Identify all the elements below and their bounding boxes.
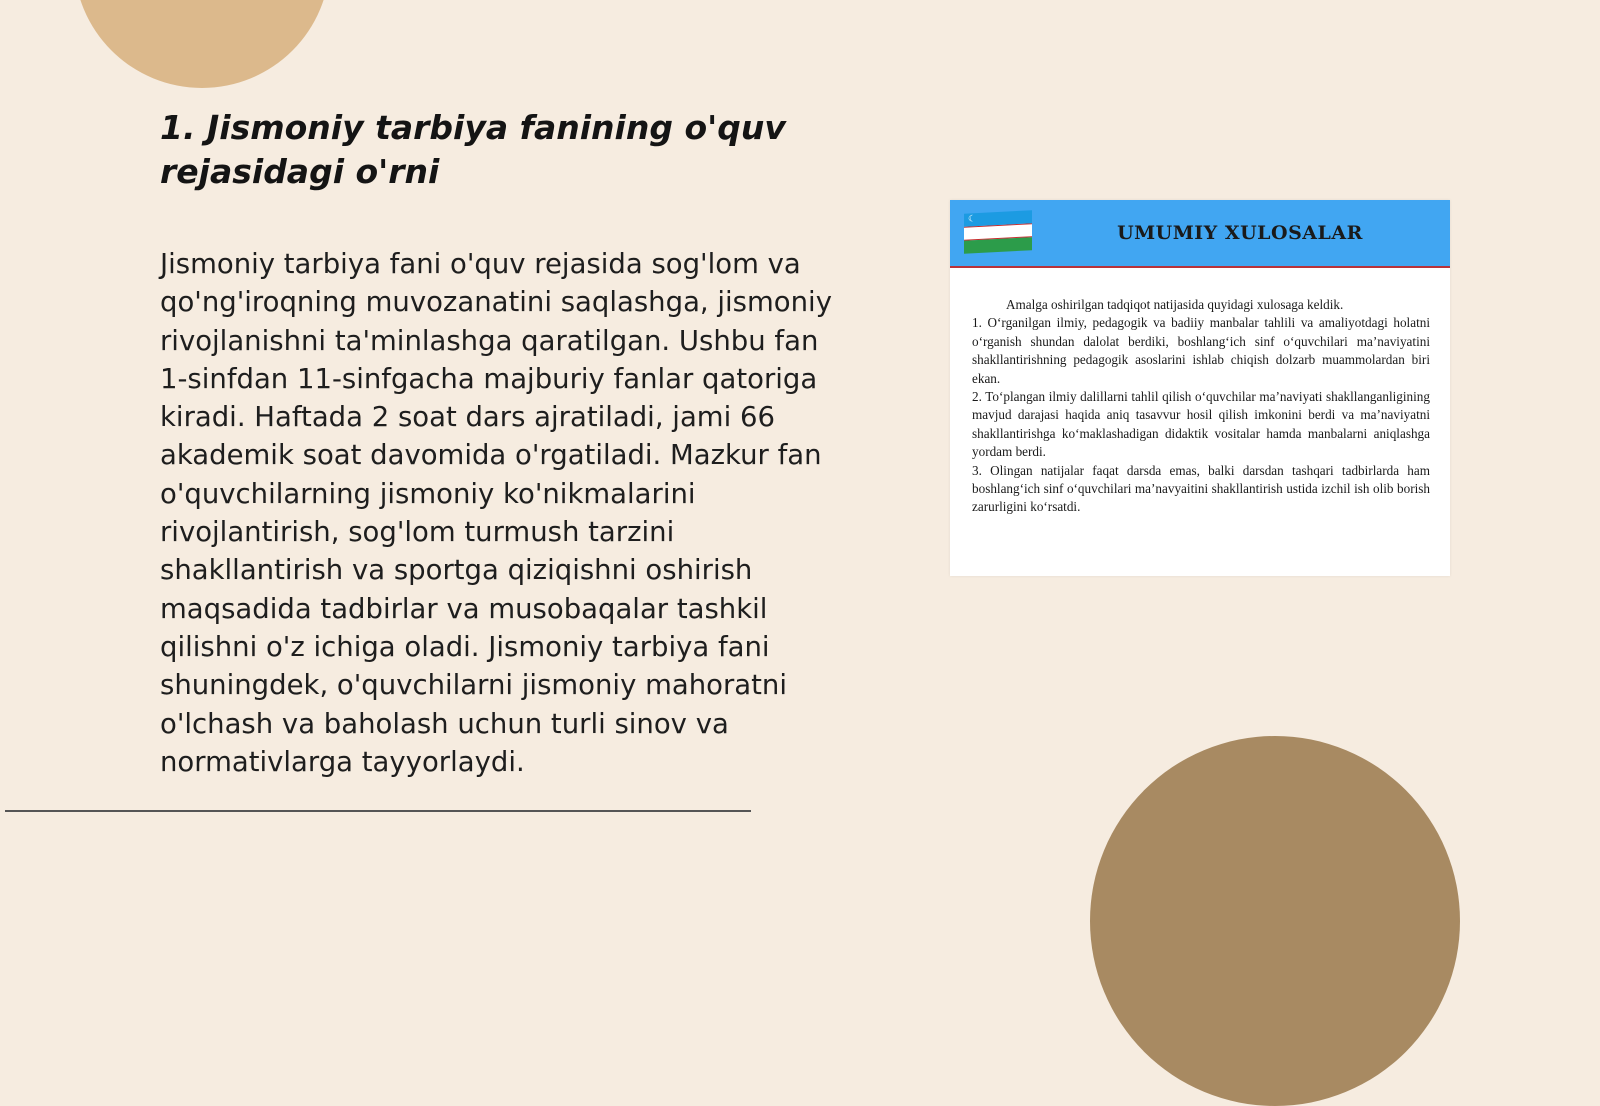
slide-title: 1. Jismoniy tarbiya fanining o'quv rejasidagi o'rni [160, 108, 786, 191]
document-intro: Amalga oshirilgan tadqiqot natijasida quyidagi xulosaga keldik. [1006, 297, 1344, 312]
decorative-circle-bottom [1090, 736, 1460, 1106]
uzbekistan-flag-icon: ☾ [964, 210, 1032, 252]
document-body [972, 296, 1430, 517]
slide-body-text: Jismoniy tarbiya fani o'quv rejasida sog'lom va qo'ng'iroqning muvozanatini saqlashga, jismoniy rivojlanishni ta'minlashga qaratilgan. Ushbu fan 1-sinfdan 11-sinfgacha majburiy fanlar qatoriga kiradi. Haftada 2 soat dars ajratiladi, jami 66 akademik soat davomida o'rgatiladi. Mazkur fan o'quvchilarning jismoniy ko'nikmalarini rivojlantirish, sog'lom turmush tarzini shakllantirish va sportga qiziqishni oshirish maqsadida tadbirlar va musobaqalar tashkil qilishni o'z ichiga oladi. Jismoniy tarbiya fani shuningdek, o'quvchilarni jismoniy mahoratni o'lchash va baholash uchun turli sinov va normativlarga tayyorlaydi. [160, 248, 832, 778]
divider-line [5, 810, 751, 812]
document-point: 3. Olingan natijalar faqat darsda emas, balki darsdan tashqari tadbirlarda ham boshlang‘ich sinf o‘quvchilari ma’navyaitini shakllantirish ustida izchil ish olib borish zarurligini ko‘rsatdi. [972, 462, 1430, 515]
document-point: 2. To‘plangan ilmiy dalillarni tahlil qilish o‘quvchilar ma’naviyati shakllanganligining mavjud darajasi haqida aniq tasavvur hosil qilish imkonini berdi va ma’naviyatni shakllantirishga ko‘maklashadigan didaktik vositalar hamda manbalarni aniqlashga yordam berdi. [972, 389, 1430, 460]
document-header [950, 200, 1450, 268]
document-title: UMUMIY XULOSALAR [1117, 222, 1363, 244]
document-point: 1. O‘rganilgan ilmiy, pedagogik va badiiy manbalar tahlili va amaliyotdagi holatni o‘rganish shundan dalolat berdiki, boshlang‘ich sinf o‘quvchilari ma’naviyatini shakllantirishning pedagogik asoslarini ishlab chiqish dolzarb muammolardan biri ekan. [972, 315, 1430, 386]
decorative-circle-top [74, 0, 330, 88]
document-image [950, 200, 1450, 576]
